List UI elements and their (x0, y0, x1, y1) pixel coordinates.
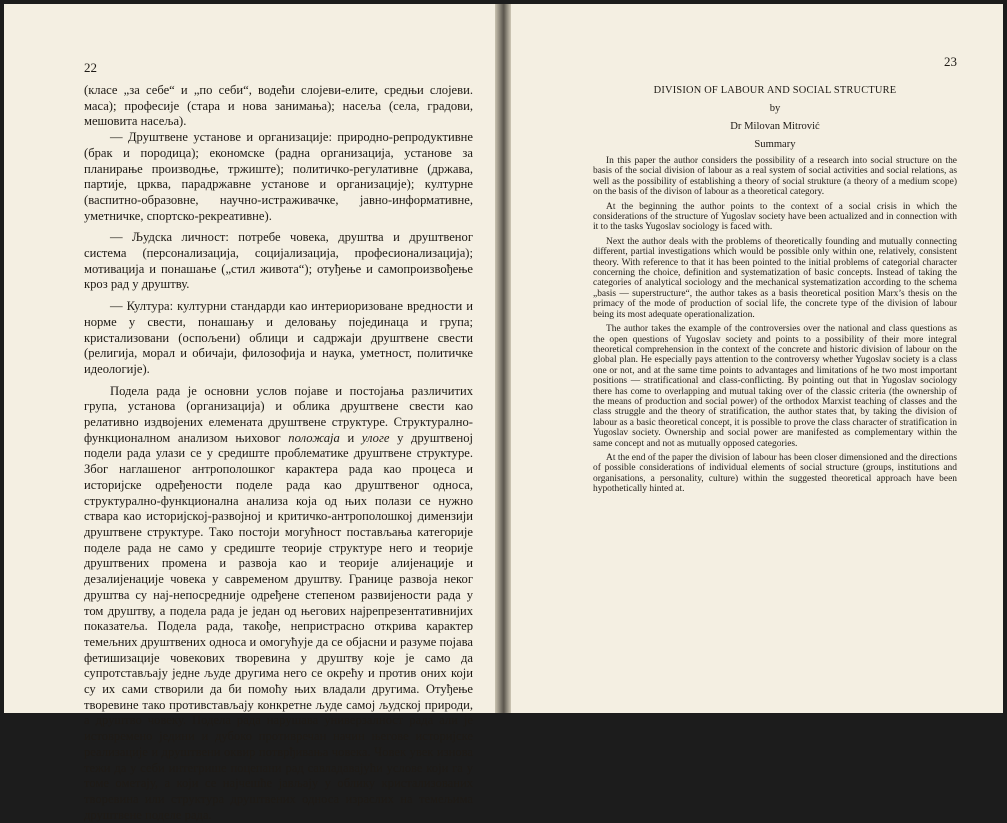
text-run: у друштвеној подели рада улази се у средиште проблематике друштвене структуре. Због наглашеног антрополошког карактера рада као процеса и историјске одређености поделе рада као друштвеног односа, структурално-функционална анализа која од њих полази се нужно ствара као историјској-развојној и критичко-антрополошкој димензији друштвене структуре. Тако постоји могућност постављања категорије поделе рада не само у средиште теорије структуре него и теорије друштвених промена и развоја као и теорије алијенације и дезалијенације човека у савременом друштву. Границе развоја неког друштва су нај-непосредније одређене степеном развијености рада у том друштву, а подела рада је један од његових најрепрезентативнијих показатеља. Подела рада, такође, непристрасно открива карактер темељних друштвених односа и омогућује да се објасни и разуме појава фетишизације човекових творевина у друштву које је само да супротстављају једне људе другима него се окрећу и против оних који су их сами створили да би помоћу њих владали другима. Отуђење творевине тако противстављају конкретне људе самој људској природи, а друштво човеку. Подела рада нарушава универзалност рада али је истовремено једини и дубоко противречан начин његове историјске реализације и друштвени оквир потврђивања човека. Човек увек изнова тежи да у себи интегрише поцепани рад савладавајући услове који га у томе ометају, а који се најчешће јављају у облику кристализованих творевина или структура друштвених односа израслих на темељима друштвене поделе рада. (84, 430, 473, 822)
paragraph: The author takes the example of the controversies over the national and class questions as the open questions of Yugoslav society and points to a possibility of their more integral theoretical comprehension in the context of the concrete and historic division of labour on the global plan. He especially pays attention to the controversy whether Yugoslav society is a class one or not, and at the same time points to advantages and limitations of he two most important positions — stratificational and class-conflicting. By pointing out that in Yugoslav sociology there has come to overlapping and mutual taking over of the classic criteria (the ownership of the means of production and social power) of the orthodox Marxist teaching of classes and the class struggle and the theory of stratification, the author states that, by taking the division of labour as a basic theoretical concept, it is possible to prove the class character of stratification in Yugoslav society. Ownership and social power are manifested as complementary within the same concept and not as mutually opposed categories. (593, 324, 957, 449)
text-run: и (339, 430, 362, 445)
paragraph: At the beginning the author points to the context of a social crisis in which the considerations of the structure of Yugoslav society have been actualized and in connection with it to the tasks Yugoslav sociology is faced with. (593, 201, 957, 233)
paragraph: — Култура: културни стандарди као интериоризоване вредности и норме у свести, понашању и деловању појединаца и група; кристализовани (оспољени) облици и садржаји друштвене свести (религија, морал и обичаји, филозофија и наука, уметност, политичке идеологије). (84, 299, 473, 376)
summary-heading: Summary (754, 139, 796, 150)
italic-term: положаја (288, 430, 340, 445)
paragraph: Next the author deals with the problems of theoretically founding and mutually connecting different, partial investigations which would be possible only within one, relatively, consistent theory. With reference to that it has been pointed to the initial problems of categorial character concerning the choice, definition and systematization of basic concepts. Instead of taking the categories of analytical sociology and the mechanical systematization according to the schema „basis — superstructure“, the author takes as a basis theoretical position Marx’s thesis on the primacy of the mode of production of social life, the concrete type of the division of labour being its most adequate operationalization. (593, 236, 957, 320)
right-page (511, 4, 1003, 713)
main-paragraph (84, 384, 473, 823)
byline: by (769, 103, 781, 114)
article-title: DIVISION OF LABOUR AND SOCIAL STRUCTURE (653, 85, 897, 96)
paragraph: (класе „за себе“ и „по себи“, водећи слојеви-елите, средњи слојеви. маса); професије (стара и нова занимања); насеља (села, градови, мешовита насеља). (84, 83, 473, 129)
summary-text-body (593, 156, 957, 495)
italic-term: улоге (361, 430, 390, 445)
book-gutter (495, 4, 511, 713)
paragraph: At the end of the paper the division of labour has been closer dimensioned and the directions of possible considerations of individual elements of social structure (groups, institutions and organisations, a personality, culture) within the suggested theoretical approach have been hypothetically hinted at. (593, 452, 957, 495)
paragraph: In this paper the author considers the possibility of a research into social structure on the basis of the social division of labour as a real system of social activities and social relations, as well as the possibility of establishing a theory of social strukture (a theory of a medium scope) on the basis of the divison of labour as a theoretical category. (593, 156, 957, 198)
paragraph: — Друштвене установе и организације: природно-репродуктивне (брак и породица); економске (радна организација, установе за планирање производње, тржиште); политичко-регулативне (држава, партије, црква, парадржавне установе и организације); културне (васпитно-образовне, научно-истраживачке, јавно-информативне, уметничке, спортско-рекреативне). (84, 130, 473, 223)
right-page-number: 23 (944, 54, 957, 69)
text-run: Подела рада је основни услов појаве и постојања различитих група, установа (организација) и облика друштвене свести као релативно издвојених елемената друштвене структуре. Структурално-функционалном анализом њиховог (84, 383, 473, 445)
paragraph: — Људска личност: потребе човека, друштва и друштвеног система (персонализација, социјализација, професионализација); мотивација и понашање („стил живота“); отуђење и самопроизвођење кроз рад у друштву. (84, 230, 473, 292)
serbian-text-body (84, 83, 473, 823)
author-name: Dr Milovan Mitrović (730, 121, 820, 132)
left-page (4, 4, 495, 822)
left-page-number: 22 (84, 60, 97, 75)
